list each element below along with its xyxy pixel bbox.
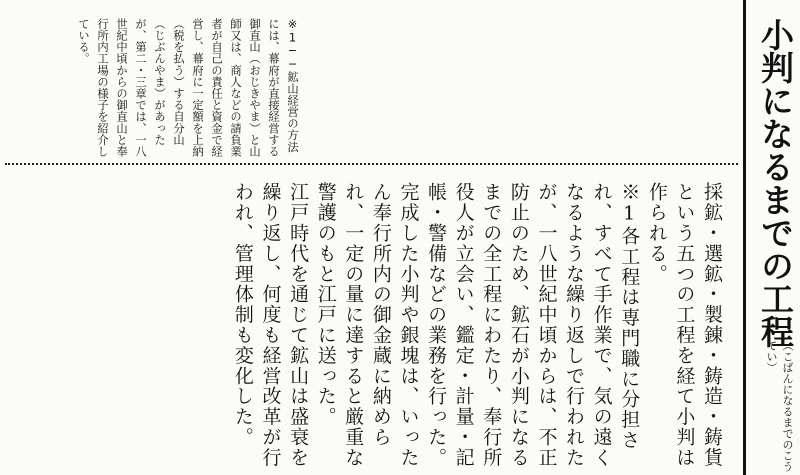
footnote-marker: ※1 (286, 18, 299, 45)
page-title: 小判になるまでの工程 (756, 18, 795, 348)
article-body (80, 182, 725, 470)
footnote-text: ──鉱山経営の方法には、幕府が直接経営する御直山（おじきやま）と山師又は、商人などの請負業者が自己の責任と資金で経営し、幕府に一定額を上納（税を払う）する自分山（じぶんやま）があったが、第二・三章では、一八世紀中頃からの御直山と奉行所内工場の様子を紹介している。 (77, 18, 299, 158)
footnote (12, 18, 302, 158)
paragraph-2: ※1各工程は専門職に分担され、すべて手作業で、気の遠くなるような繰り返しで行われたが、一八世紀中頃からは、不正防止のため、鉱石が小判になるまでの全工程にわたり、奉行所役人が立会い、鑑定・計量・記帳・警備などの業務を行った。完成した小判や銀塊は、いったん奉行所内の御金蔵に納められ、一定の量に達すると厳重な警護のもと江戸に送った。 (314, 182, 641, 468)
paragraph-3: 江戸時代を通じて鉱山は盛衰を繰り返し、何度も経営改革が行われ、管理体制も変化した。 (231, 182, 310, 468)
title-reading: （こばんになるまでのこうてい） (765, 340, 794, 472)
paragraph-1: 採鉱・選鉱・製錬・鋳造・鋳貨という五つの工程を経て小判は作られる。 (645, 182, 723, 468)
note-marker: ※1 (618, 182, 641, 226)
dotted-divider (5, 163, 738, 165)
